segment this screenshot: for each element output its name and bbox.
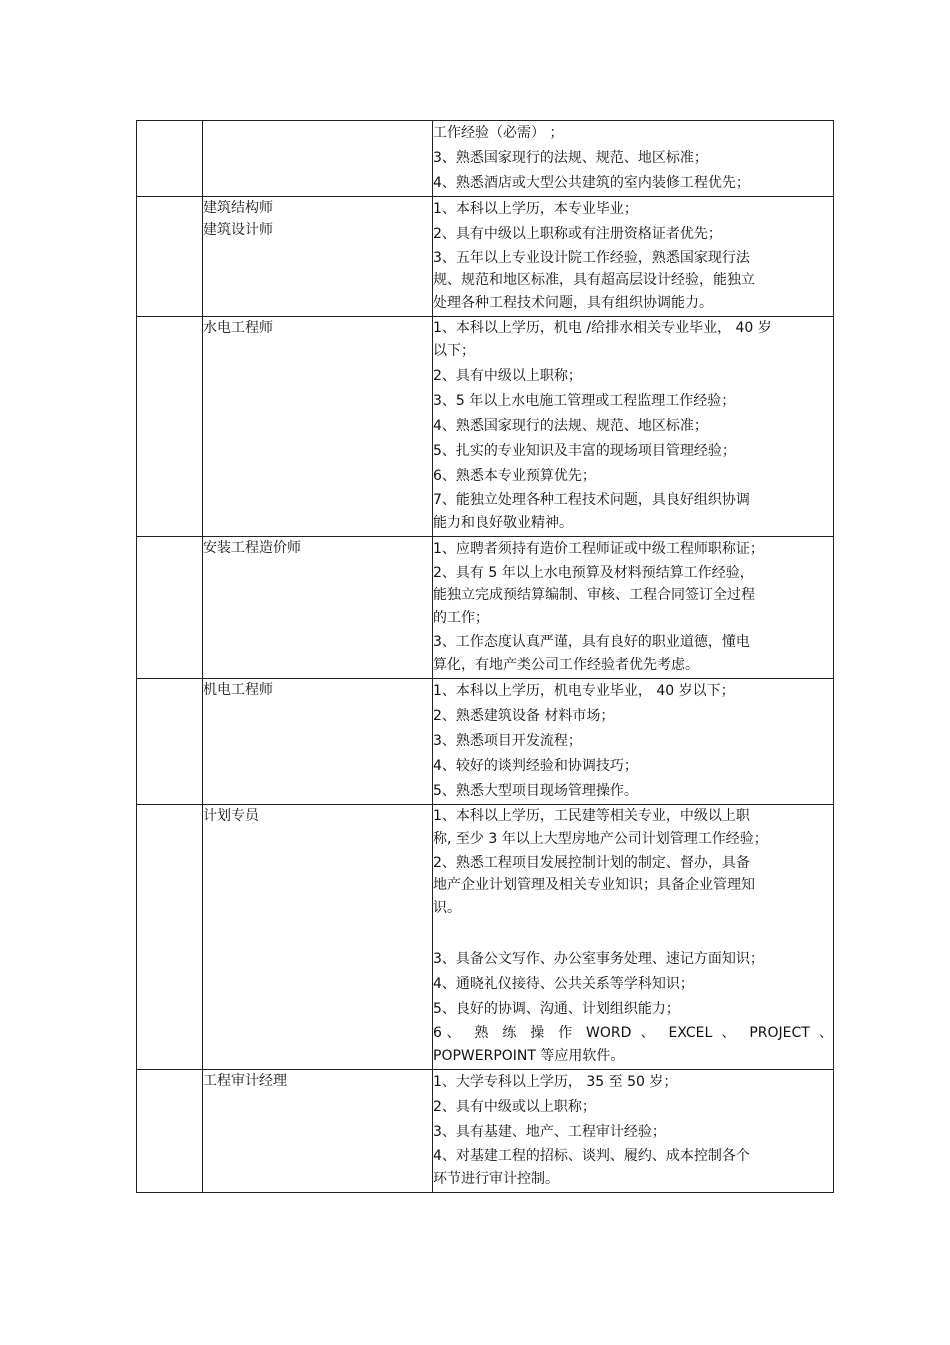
requirement-line: 以下； [433, 343, 475, 359]
position-cell [203, 121, 433, 197]
requirement-item [433, 146, 833, 171]
position-cell [203, 805, 433, 1070]
requirement-line: 算化，有地产类公司工作经验者优先考虑。 [433, 657, 699, 673]
requirement-line: 能独立完成预结算编制、审核、工程合同签订全过程 [433, 587, 755, 603]
index-cell [137, 197, 203, 317]
requirement-line: 4、熟悉酒店或大型公共建筑的室内装修工程优先； [433, 175, 750, 191]
requirement-item [433, 1120, 833, 1145]
requirement-line: 1、本科以上学历，机电 /给排水相关专业毕业， 40 岁 [433, 320, 772, 336]
position-title: 计划专员 [203, 808, 259, 824]
position-title: 工程审计经理 [203, 1073, 287, 1089]
requirement-item [433, 537, 833, 562]
requirement-line: 3、工作态度认真严谨，具有良好的职业道德，懂电 [433, 634, 750, 650]
requirement-line: 6、熟悉本专业预算优先； [433, 468, 596, 484]
requirement-line: 识。 [433, 900, 461, 916]
requirement-line: 4、对基建工程的招标、谈判、履约、成本控制各个 [433, 1148, 750, 1164]
requirements-cell [433, 317, 834, 537]
requirement-line: 2、具有中级以上职称或有注册资格证者优先； [433, 226, 722, 242]
requirement-line: 1、应聘者须持有造价工程师证或中级工程师职称证； [433, 541, 764, 557]
requirement-item [433, 1070, 833, 1095]
position-cell [203, 197, 433, 317]
requirement-line: 6、 熟 练 操 作 WORD 、 EXCEL 、 PROJECT 、 [433, 1025, 833, 1041]
requirements-cell [433, 537, 834, 679]
job-requirements-table [136, 120, 834, 1193]
blank-spacer [433, 921, 833, 947]
table-row [137, 317, 834, 537]
position-title: 建筑设计师 [203, 222, 273, 238]
position-title: 安装工程造价师 [203, 540, 301, 556]
requirement-item [433, 562, 833, 631]
requirement-line: 规、规范和地区标准，具有超高层设计经验，能独立 [433, 272, 755, 288]
table-row [137, 121, 834, 197]
requirement-item [433, 852, 833, 921]
index-cell [137, 121, 203, 197]
requirement-line: 环节进行审计控制。 [433, 1171, 559, 1187]
index-cell [137, 317, 203, 537]
requirement-item [433, 631, 833, 678]
requirement-line: 3、具有基建、地产、工程审计经验； [433, 1124, 666, 1140]
requirement-item [433, 414, 833, 439]
requirements-cell [433, 121, 834, 197]
requirement-item [433, 121, 833, 146]
requirement-line: 4、熟悉国家现行的法规、规范、地区标准； [433, 418, 708, 434]
requirement-line: 3、五年以上专业设计院工作经验，熟悉国家现行法 [433, 250, 750, 266]
requirement-item [433, 1095, 833, 1120]
requirement-item [433, 679, 833, 704]
requirement-line: 2、熟悉建筑设备 材料市场； [433, 708, 615, 724]
requirement-line: 工作经验（必需） ； [433, 125, 564, 141]
requirement-line: 2、具有中级以上职称； [433, 368, 582, 384]
requirement-line: 称, 至少 3 年以上大型房地产公司计划管理工作经验； [433, 831, 768, 847]
requirement-line: 7、能独立处理各种工程技术问题，具良好组织协调 [433, 492, 750, 508]
position-title: 水电工程师 [203, 320, 273, 336]
index-cell [137, 1070, 203, 1193]
requirement-line: 3、熟悉项目开发流程； [433, 733, 582, 749]
requirement-item [433, 704, 833, 729]
requirements-cell [433, 197, 834, 317]
requirement-item [433, 805, 833, 852]
requirements-cell [433, 805, 834, 1070]
requirement-item [433, 1022, 833, 1069]
position-cell [203, 1070, 433, 1193]
requirement-item [433, 729, 833, 754]
requirement-line: 地产企业计划管理及相关专业知识；具备企业管理知 [433, 877, 755, 893]
requirement-line: POPWERPOINT 等应用软件。 [433, 1048, 625, 1064]
table-row [137, 197, 834, 317]
requirement-line: 5、扎实的专业知识及丰富的现场项目管理经验； [433, 443, 736, 459]
requirement-item [433, 317, 833, 364]
requirement-item [433, 464, 833, 489]
table-row [137, 1070, 834, 1193]
requirement-item [433, 754, 833, 779]
requirement-item [433, 972, 833, 997]
position-cell [203, 317, 433, 537]
requirement-line: 3、熟悉国家现行的法规、规范、地区标准； [433, 150, 708, 166]
position-cell [203, 679, 433, 805]
index-cell [137, 805, 203, 1070]
table-row [137, 537, 834, 679]
table-row [137, 805, 834, 1070]
requirement-line: 2、具有 5 年以上水电预算及材料预结算工作经验， [433, 565, 754, 581]
table-body [137, 121, 834, 1193]
requirement-line: 3、5 年以上水电施工管理或工程监理工作经验； [433, 393, 736, 409]
requirement-line: 1、本科以上学历，工民建等相关专业，中级以上职 [433, 808, 750, 824]
index-cell [137, 679, 203, 805]
requirement-item [433, 389, 833, 414]
requirement-line: 4、较好的谈判经验和协调技巧； [433, 758, 638, 774]
requirement-item [433, 779, 833, 804]
requirement-item [433, 1145, 833, 1192]
requirement-line: 1、本科以上学历，本专业毕业； [433, 201, 638, 217]
requirements-cell [433, 679, 834, 805]
position-title: 机电工程师 [203, 682, 273, 698]
requirement-item [433, 489, 833, 536]
position-cell [203, 537, 433, 679]
table-row [137, 679, 834, 805]
requirement-line: 2、熟悉工程项目发展控制计划的制定、督办，具备 [433, 855, 750, 871]
requirement-line: 5、熟悉大型项目现场管理操作。 [433, 783, 638, 799]
index-cell [137, 537, 203, 679]
requirement-item [433, 171, 833, 196]
requirement-line: 5、良好的协调、沟通、计划组织能力； [433, 1001, 680, 1017]
requirement-line: 1、本科以上学历，机电专业毕业， 40 岁以下； [433, 683, 735, 699]
requirement-line: 4、通晓礼仪接待、公共关系等学科知识； [433, 976, 694, 992]
requirement-item [433, 222, 833, 247]
requirement-line: 处理各种工程技术问题，具有组织协调能力。 [433, 295, 713, 311]
requirement-item [433, 439, 833, 464]
requirement-item [433, 197, 833, 222]
requirement-item [433, 247, 833, 316]
position-title: 建筑结构师 [203, 200, 273, 216]
requirement-line: 的工作； [433, 610, 489, 626]
requirement-line: 能力和良好敬业精神。 [433, 515, 573, 531]
requirement-line: 1、大学专科以上学历， 35 至 50 岁； [433, 1074, 678, 1090]
requirements-cell [433, 1070, 834, 1193]
requirement-line: 3、具备公文写作、办公室事务处理、速记方面知识； [433, 951, 764, 967]
requirement-item [433, 364, 833, 389]
requirement-item [433, 997, 833, 1022]
requirement-item [433, 947, 833, 972]
requirement-line: 2、具有中级或以上职称； [433, 1099, 596, 1115]
